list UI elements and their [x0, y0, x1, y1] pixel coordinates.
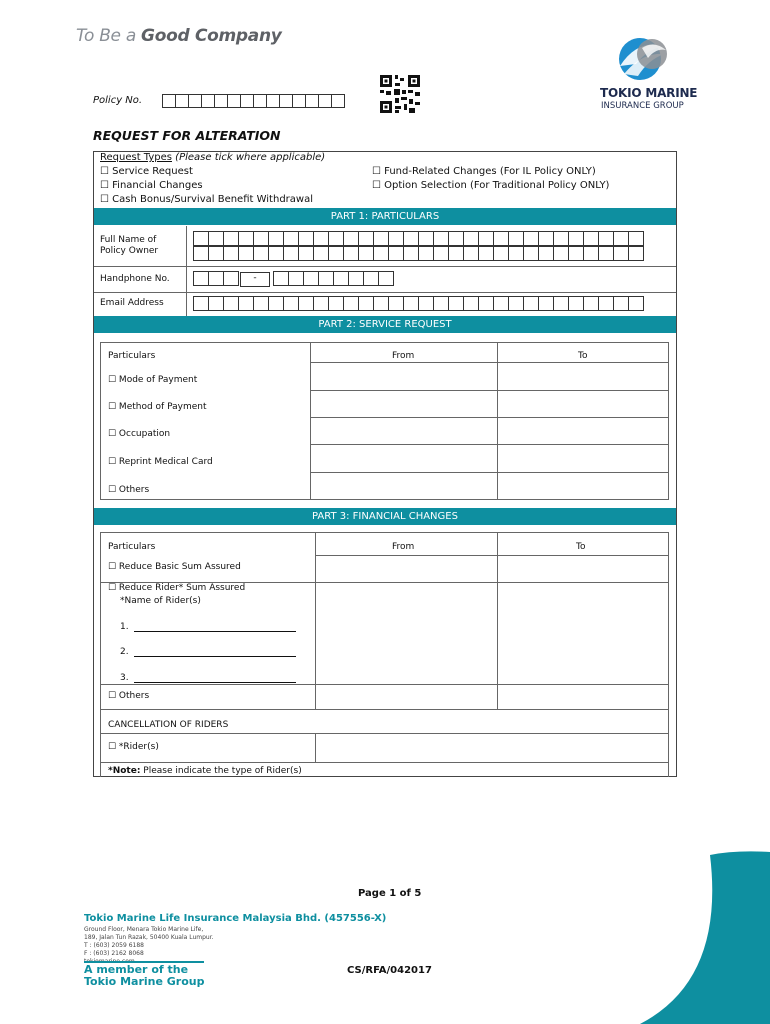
company-name: Tokio Marine Life Insurance Malaysia Bhd. (457556-X)	[84, 913, 387, 924]
full-name-label: Full Name of Policy Owner	[100, 235, 159, 256]
option-mode-of-payment[interactable]: ☐ Mode of Payment	[108, 375, 198, 385]
option-occupation[interactable]: ☐ Occupation	[108, 429, 171, 439]
form-title: REQUEST FOR ALTERATION	[93, 128, 281, 143]
request-type-financial[interactable]: ☐ Financial Changes	[100, 180, 203, 191]
option-reduce-basic-sum[interactable]: ☐ Reduce Basic Sum Assured	[108, 562, 241, 572]
note-text: *Note: Please indicate the type of Rider(s)	[108, 766, 302, 776]
policy-digit-cell[interactable]	[318, 94, 332, 108]
part3-header: PART 3: FINANCIAL CHANGES	[94, 508, 676, 525]
part3-col-divider	[315, 532, 316, 709]
full-name-row1[interactable]	[193, 231, 643, 246]
page-number: Page 1 of 5	[358, 888, 422, 899]
request-type-cash-bonus[interactable]: ☐ Cash Bonus/Survival Benefit Withdrawal	[100, 194, 313, 205]
full-name-row2[interactable]	[193, 246, 643, 261]
policy-digit-cell[interactable]	[266, 94, 280, 108]
cancellation-of-riders-label: CANCELLATION OF RIDERS	[108, 720, 229, 730]
rider-3-label: 3.	[120, 673, 129, 683]
option-method-of-payment[interactable]: ☐ Method of Payment	[108, 402, 207, 412]
brand-name: TOKIO MARINE	[600, 86, 698, 100]
part2-col-particulars: Particulars	[108, 351, 156, 361]
handphone-prefix-boxes[interactable]	[193, 271, 238, 286]
option-riders[interactable]: ☐ *Rider(s)	[108, 742, 159, 752]
form-code: CS/RFA/042017	[347, 965, 432, 976]
part3-row-line	[100, 733, 669, 734]
part3-row-line	[100, 762, 669, 763]
request-type-fund[interactable]: ☐ Fund-Related Changes (For IL Policy ONLY)	[372, 166, 596, 177]
part2-row-line	[310, 390, 669, 391]
rider-3-line[interactable]	[134, 682, 296, 683]
policy-digit-cell[interactable]	[240, 94, 254, 108]
policy-digit-cell[interactable]	[214, 94, 228, 108]
policy-number-boxes[interactable]	[162, 94, 344, 108]
request-type-service[interactable]: ☐ Service Request	[100, 166, 193, 177]
part3-col-divider	[497, 532, 498, 709]
option-others-financial[interactable]: ☐ Others	[108, 691, 150, 701]
request-types-heading: Request Types (Please tick where applicable)	[100, 152, 326, 163]
tagline: To Be a Good Company	[76, 26, 282, 46]
part2-col-divider	[310, 342, 311, 500]
handphone-number-boxes[interactable]	[273, 271, 393, 286]
part3-row-line	[100, 709, 669, 710]
part3-row-line	[100, 684, 669, 685]
name-of-riders-label: *Name of Rider(s)	[120, 596, 201, 606]
part2-row-line	[310, 444, 669, 445]
policy-digit-cell[interactable]	[253, 94, 267, 108]
policy-digit-cell[interactable]	[227, 94, 241, 108]
rider-2-line[interactable]	[134, 656, 296, 657]
handphone-label: Handphone No.	[100, 274, 170, 284]
policy-digit-cell[interactable]	[188, 94, 202, 108]
part1-row-line	[94, 292, 676, 293]
decorative-swoosh-icon	[560, 850, 770, 1024]
policy-digit-cell[interactable]	[162, 94, 176, 108]
rider-2-label: 2.	[120, 647, 129, 657]
part2-table	[100, 342, 669, 500]
policy-digit-cell[interactable]	[292, 94, 306, 108]
policy-digit-cell[interactable]	[305, 94, 319, 108]
option-others-service[interactable]: ☐ Others	[108, 485, 150, 495]
part2-row-line	[310, 472, 669, 473]
part1-header: PART 1: PARTICULARS	[94, 208, 676, 225]
part3-row-line	[315, 555, 669, 556]
part3-rider-divider	[315, 733, 316, 762]
handphone-dash: -	[240, 272, 270, 287]
policy-digit-cell[interactable]	[331, 94, 345, 108]
part2-col-to: To	[578, 351, 588, 361]
part2-col-divider	[497, 342, 498, 500]
policy-digit-cell[interactable]	[175, 94, 189, 108]
part2-col-from: From	[392, 351, 415, 361]
email-boxes[interactable]	[193, 296, 643, 311]
policy-digit-cell[interactable]	[279, 94, 293, 108]
member-statement: A member of the Tokio Marine Group	[84, 963, 205, 988]
part2-row-line	[310, 362, 669, 363]
part1-row-line	[94, 266, 676, 267]
part3-col-from: From	[392, 542, 415, 552]
company-address: Ground Floor, Menara Tokio Marine Life, 189, Jalan Tun Razak, 50400 Kuala Lumpur. T : (603) 2059 6188 F : (603) 2162 8068 tokiomarine.com	[84, 926, 214, 965]
rider-1-label: 1.	[120, 622, 129, 632]
policy-digit-cell[interactable]	[201, 94, 215, 108]
option-reduce-rider-sum[interactable]: ☐ Reduce Rider* Sum Assured	[108, 583, 246, 593]
brand-subtitle: INSURANCE GROUP	[601, 101, 684, 111]
request-type-option[interactable]: ☐ Option Selection (For Traditional Policy ONLY)	[372, 180, 610, 191]
policy-number-label: Policy No.	[93, 95, 143, 106]
part2-row-line	[310, 417, 669, 418]
email-label: Email Address	[100, 298, 164, 308]
option-reprint-medical-card[interactable]: ☐ Reprint Medical Card	[108, 457, 213, 467]
qr-code-icon	[380, 75, 420, 113]
part3-col-to: To	[576, 542, 586, 552]
part1-divider	[186, 226, 187, 317]
part3-col-particulars: Particulars	[108, 542, 156, 552]
part2-header: PART 2: SERVICE REQUEST	[94, 316, 676, 333]
rider-1-line[interactable]	[134, 631, 296, 632]
